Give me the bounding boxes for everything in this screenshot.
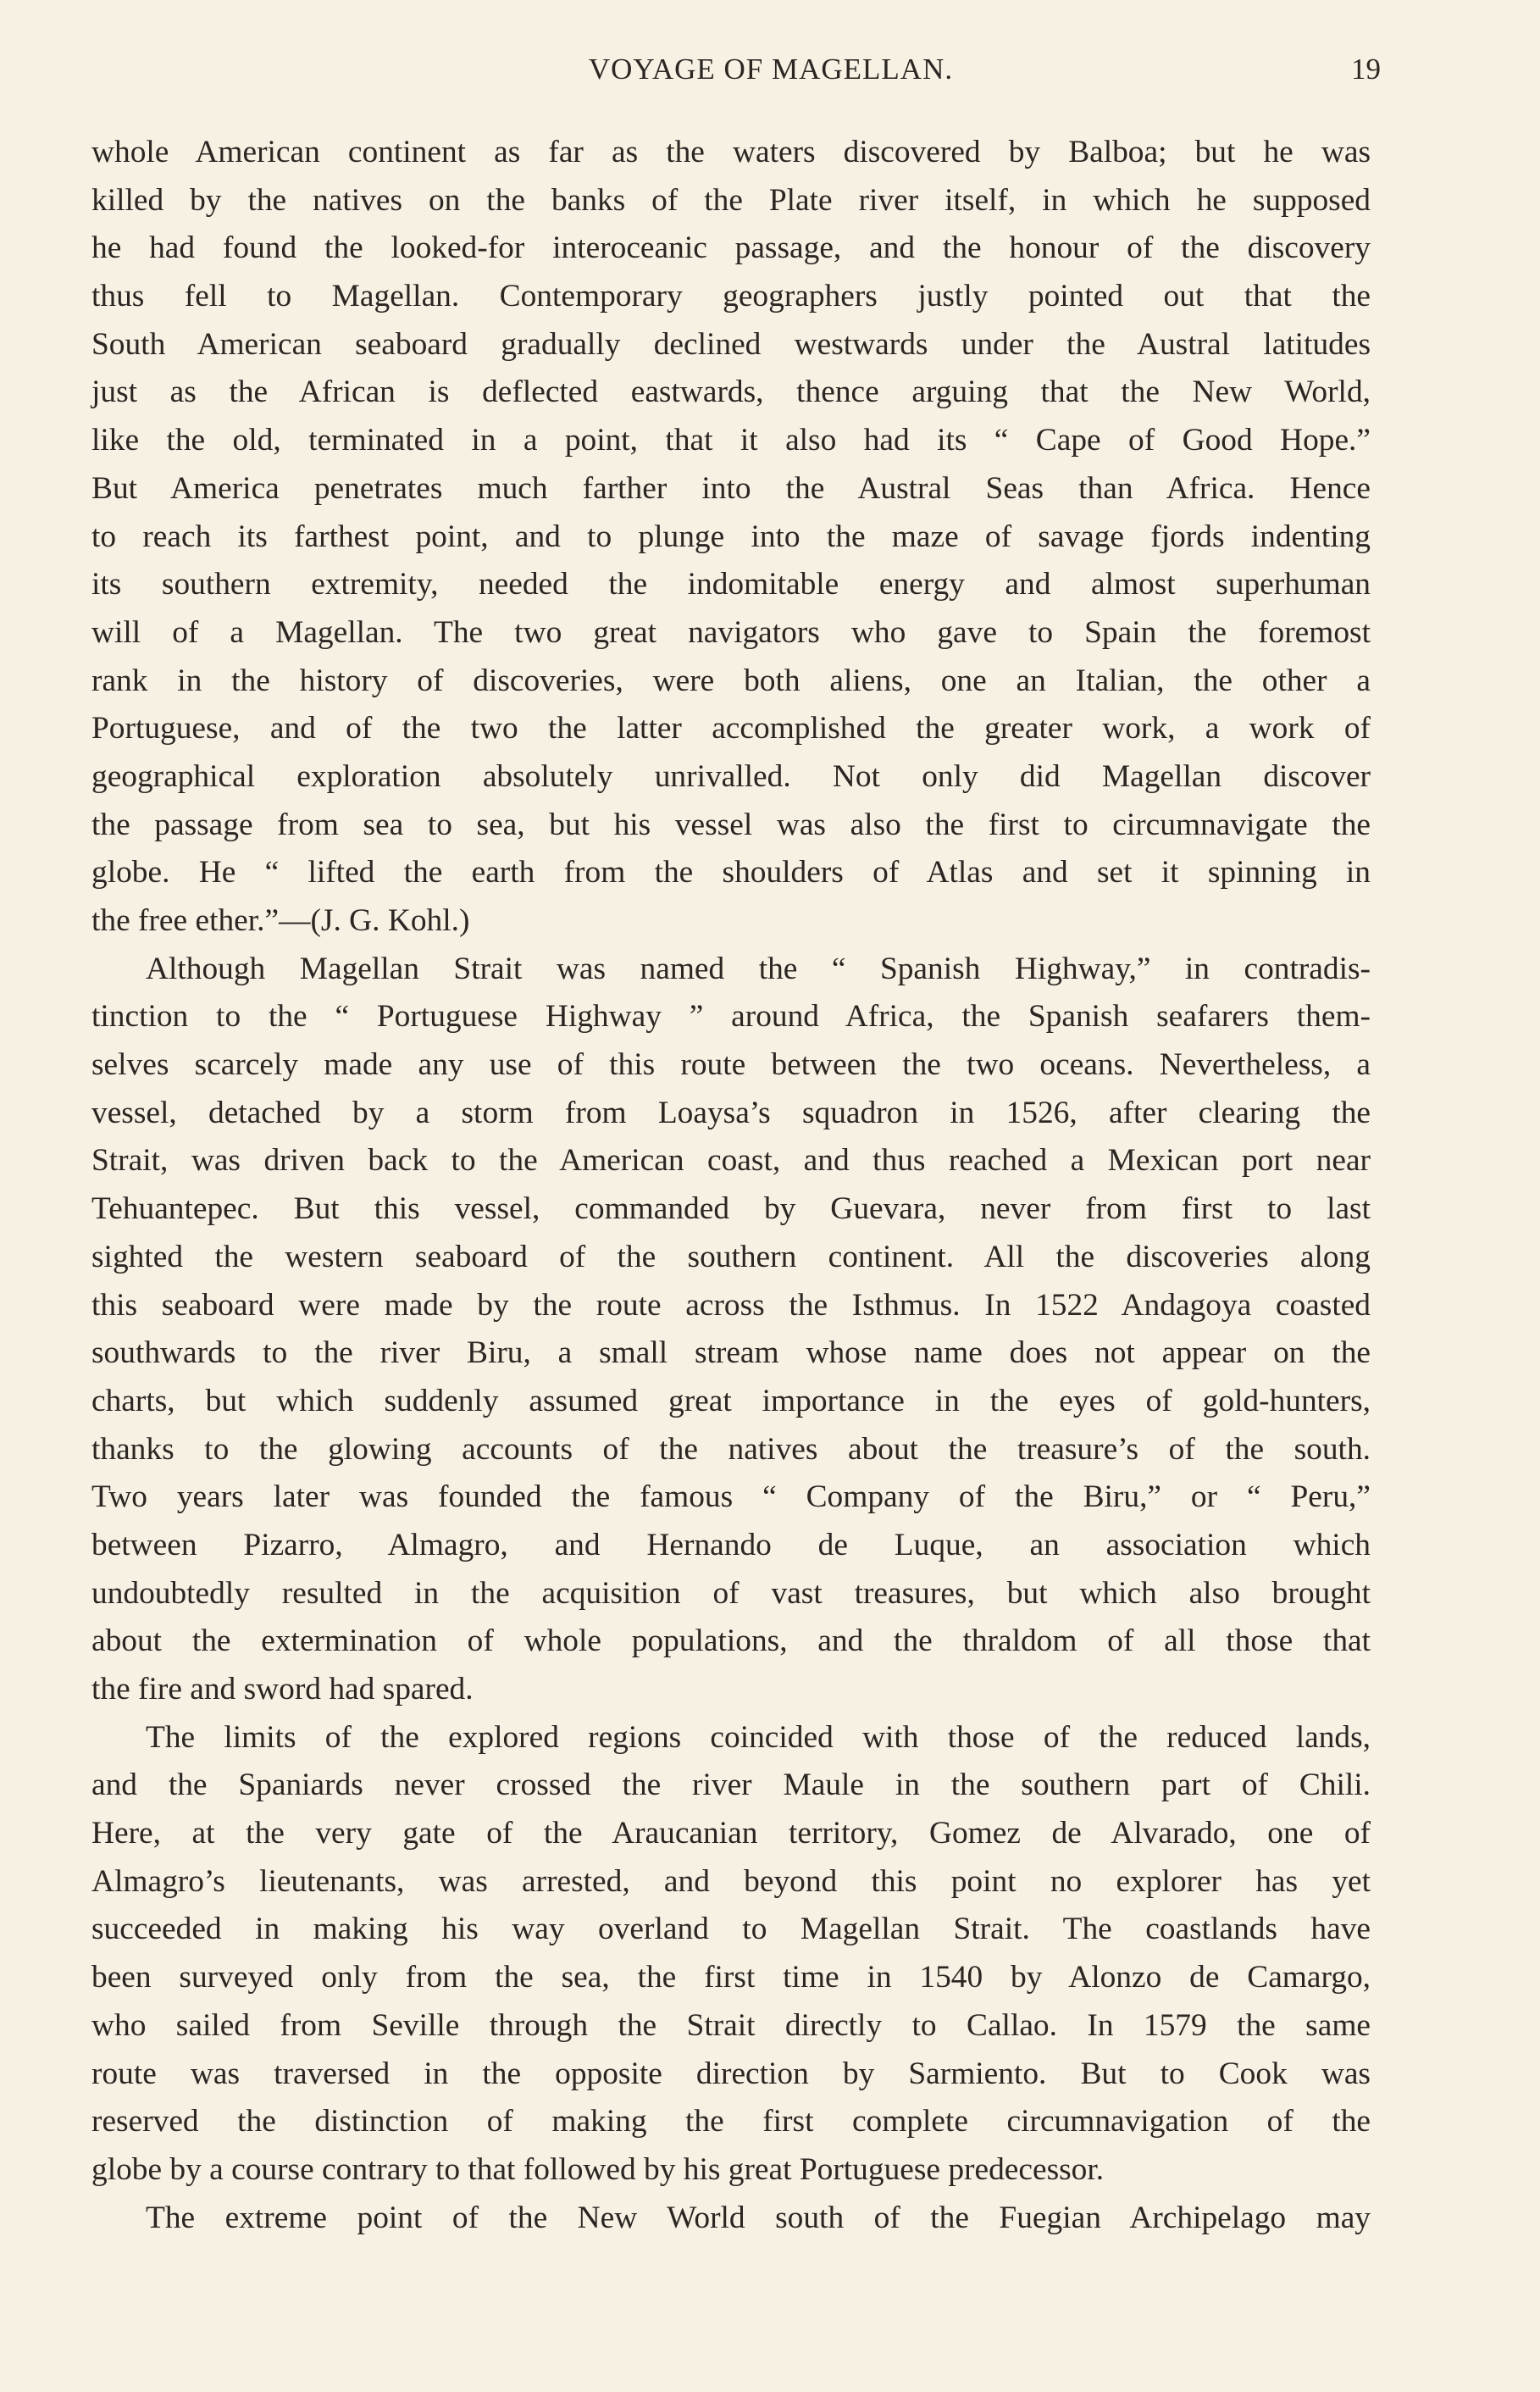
text-line: Here, at the very gate of the Araucanian territory, Gomez de Alvarado, one of [91,1816,1371,1851]
text-line: geographical exploration absolutely unrivalled. Not only did Magellan discover [91,758,1371,794]
text-line: the fire and sword had spared. [91,1672,474,1707]
running-title: VOYAGE OF MAGELLAN. [588,53,954,86]
text-line: charts, but which suddenly assumed great importance in the eyes of gold-hunters, [91,1383,1371,1418]
text-line: thus fell to Magellan. Contemporary geographers justly pointed out that the [91,279,1371,314]
text-line: its southern extremity, needed the indomitable energy and almost superhuman [91,567,1371,602]
text-line: will of a Magellan. The two great navigators who gave to Spain the foremost [91,614,1371,650]
text-line: about the extermination of whole populations, and the thraldom of all those that [91,1623,1371,1659]
text-line: and the Spaniards never crossed the river Maule in the southern part of Chili. [91,1768,1371,1803]
text-line: southwards to the river Biru, a small stream whose name does not appear on the [91,1335,1371,1371]
paragraph [91,129,1371,946]
text-line: the passage from sea to sea, but his vessel was also the first to circumnavigate the [91,807,1371,842]
page-number: 19 [1351,53,1381,86]
running-head [161,53,1381,95]
paragraph [91,2195,1371,2243]
text-line: Tehuantepec. But this vessel, commanded by Guevara, never from first to last [91,1191,1371,1227]
text-line: The limits of the explored regions coincided with those of the reduced lands, [146,1719,1371,1755]
text-line: thanks to the glowing accounts of the natives about the treasure’s of the south. [91,1431,1371,1467]
text-line: like the old, terminated in a point, that it also had its “ Cape of Good Hope.” [91,423,1371,458]
text-line: rank in the history of discoveries, were both aliens, one an Italian, the other a [91,663,1371,698]
text-line: this seaboard were made by the route across the Isthmus. In 1522 Andagoya coasted [91,1287,1371,1323]
text-line: Portuguese, and of the two the latter accomplished the greater work, a work of [91,711,1371,746]
body-text [91,129,1371,2242]
paragraph [91,1714,1371,2195]
text-line: whole American continent as far as the waters discovered by Balboa; but he was [91,135,1371,169]
text-line: just as the African is deflected eastwards, thence arguing that the New World, [91,375,1371,410]
text-line: vessel, detached by a storm from Loaysa’s squadron in 1526, after clearing the [91,1095,1371,1130]
text-line: undoubtedly resulted in the acquisition of vast treasures, but which also brought [91,1575,1371,1611]
text-line: to reach its farthest point, and to plunge into the maze of savage fjords indenting [91,519,1371,554]
text-line: Although Magellan Strait was named the “ Spanish Highway,” in contradis- [146,951,1371,986]
text-line: South American seaboard gradually declined westwards under the Austral latitudes [91,326,1371,362]
text-line: selves scarcely made any use of this route between the two oceans. Nevertheless, a [91,1047,1371,1083]
text-line: succeeded in making his way overland to Magellan Strait. The coastlands have [91,1912,1371,1947]
text-line: route was traversed in the opposite direction by Sarmiento. But to Cook was [91,2056,1371,2091]
text-line: he had found the looked-for interoceanic passage, and the honour of the discovery [91,230,1371,266]
text-line: who sailed from Seville through the Strait directly to Callao. In 1579 the same [91,2007,1371,2043]
text-line: sighted the western seaboard of the southern continent. All the discoveries along [91,1239,1371,1274]
text-line: reserved the distinction of making the first complete circumnavigation of the [91,2104,1371,2139]
text-line: globe. He “ lifted the earth from the shoulders of Atlas and set it spinning in [91,855,1371,891]
text-line: between Pizarro, Almagro, and Hernando de Luque, an association which [91,1527,1371,1562]
text-line: But America penetrates much farther into the Austral Seas than Africa. Hence [91,470,1371,506]
text-line: globe by a course contrary to that followed by his great Portuguese predecessor. [91,2151,1105,2187]
text-line: Almagro’s lieutenants, was arrested, and beyond this point no explorer has yet [91,1863,1371,1899]
text-line: killed by the natives on the banks of the Plate river itself, in which he supposed [91,182,1371,218]
text-line: the free ether.”—(J. G. Kohl.) [91,903,470,938]
text-line: been surveyed only from the sea, the first time in 1540 by Alonzo de Camargo, [91,1960,1371,1995]
text-line: The extreme point of the New World south of the Fuegian Archipelago may [146,2200,1371,2235]
text-line: Two years later was founded the famous “ Company of the Biru,” or “ Peru,” [91,1479,1371,1515]
text-line: tinction to the “ Portuguese Highway ” around Africa, the Spanish seafarers them- [91,999,1371,1035]
text-line: Strait, was driven back to the American coast, and thus reached a Mexican port near [91,1143,1371,1179]
paragraph [91,946,1371,1714]
